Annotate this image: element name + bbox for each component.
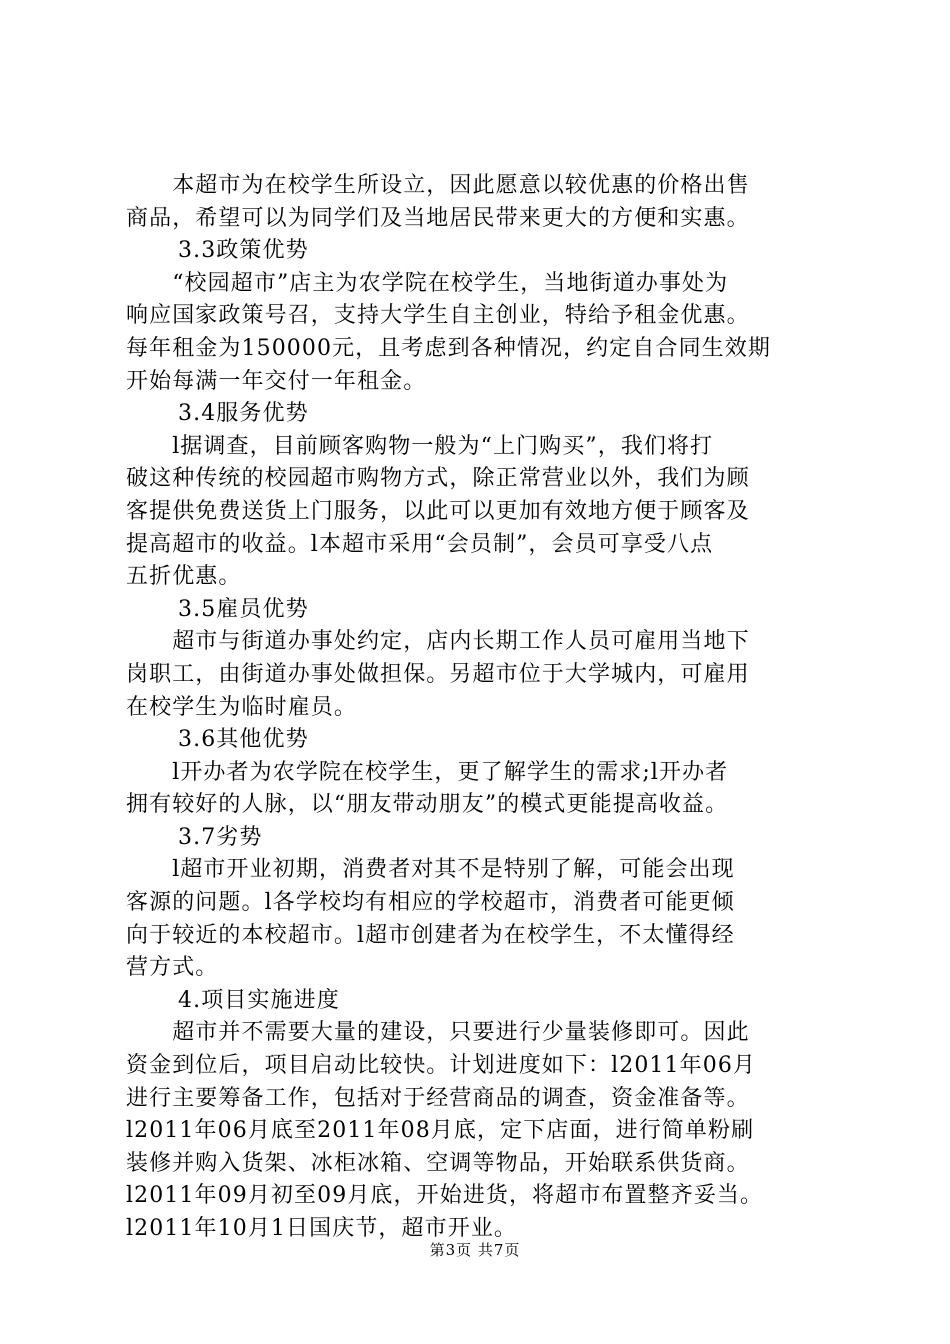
paragraph-line: 本超市为在校学生所设立，因此愿意以较优惠的价格出售 <box>126 173 750 198</box>
section-heading: 3.5雇员优势 <box>178 596 309 622</box>
paragraph-line: 超市并不需要大量的建设，只要进行少量装修即可。因此 <box>126 1020 750 1046</box>
paragraph-line: 五折优惠。 <box>126 564 242 590</box>
paragraph-line: l2011年09月初至09月底，开始进货，将超市布置整齐妥当。 <box>126 1183 764 1209</box>
section-heading: 3.7劣势 <box>178 824 263 850</box>
paragraph-line: l超市开业初期，消费者对其不是特别了解，可能会出现 <box>126 857 735 883</box>
section-heading: 3.3政策优势 <box>178 238 309 264</box>
paragraph-line: 向于较近的本校超市。l超市创建者为在校学生，不太懂得经 <box>126 922 735 948</box>
paragraph-line: 营方式。 <box>126 955 219 981</box>
paragraph-line: “校园超市”店主为农学院在校学生，当地街道办事处为 <box>126 270 729 296</box>
paragraph-line: l2011年10月1日国庆节，超市开业。 <box>126 1216 518 1241</box>
paragraph-line: 装修并购入货架、冰柜冰箱、空调等物品，开始联系供货商。 <box>126 1150 750 1176</box>
paragraph-line: l据调查，目前顾客购物一般为“上门购买”，我们将打 <box>126 433 714 459</box>
paragraph-line: 客提供免费送货上门服务，以此可以更加有效地方便于顾客及 <box>126 498 750 524</box>
paragraph-line: 每年租金为150000元，且考虑到各种情况，约定自合同生效期 <box>126 335 771 361</box>
paragraph-line: 资金到位后，项目启动比较快。计划进度如下：l2011年06月 <box>126 1053 757 1079</box>
page-footer: 第3页 共7页 <box>429 1241 521 1259</box>
paragraph-line: 超市与街道办事处约定，店内长期工作人员可雇用当地下 <box>126 629 750 655</box>
paragraph-line: 客源的问题。l各学校均有相应的学校超市，消费者可能更倾 <box>126 890 735 916</box>
paragraph-line: l开办者为农学院在校学生，更了解学生的需求;l开办者 <box>126 759 729 785</box>
section-heading: 3.4服务优势 <box>178 401 309 427</box>
paragraph-line: 破这种传统的校园超市购物方式，除正常营业以外，我们为顾 <box>126 466 750 492</box>
paragraph-line: 响应国家政策号召，支持大学生自主创业，特给予租金优惠。 <box>126 303 750 329</box>
paragraph-line: 提高超市的收益。l本超市采用“会员制”，会员可享受八点 <box>126 531 714 557</box>
paragraph-line: 商品，希望可以为同学们及当地居民带来更大的方便和实惠。 <box>126 205 750 231</box>
paragraph-line: 岗职工，由街道办事处做担保。另超市位于大学城内，可雇用 <box>126 661 750 687</box>
paragraph-line: 进行主要筹备工作，包括对于经营商品的调查，资金准备等。 <box>126 1085 750 1111</box>
section-heading: 4.项目实施进度 <box>178 987 340 1013</box>
document-body <box>126 170 846 1246</box>
paragraph-line: 开始每满一年交付一年租金。 <box>126 368 427 394</box>
paragraph-line: 在校学生为临时雇员。 <box>126 694 358 720</box>
section-heading: 3.6其他优势 <box>178 727 309 753</box>
paragraph-line: l2011年06月底至2011年08月底，定下店面，进行简单粉刷 <box>126 1118 755 1144</box>
paragraph-line: 拥有较好的人脉，以“朋友带动朋友”的模式更能提高收益。 <box>126 792 729 818</box>
